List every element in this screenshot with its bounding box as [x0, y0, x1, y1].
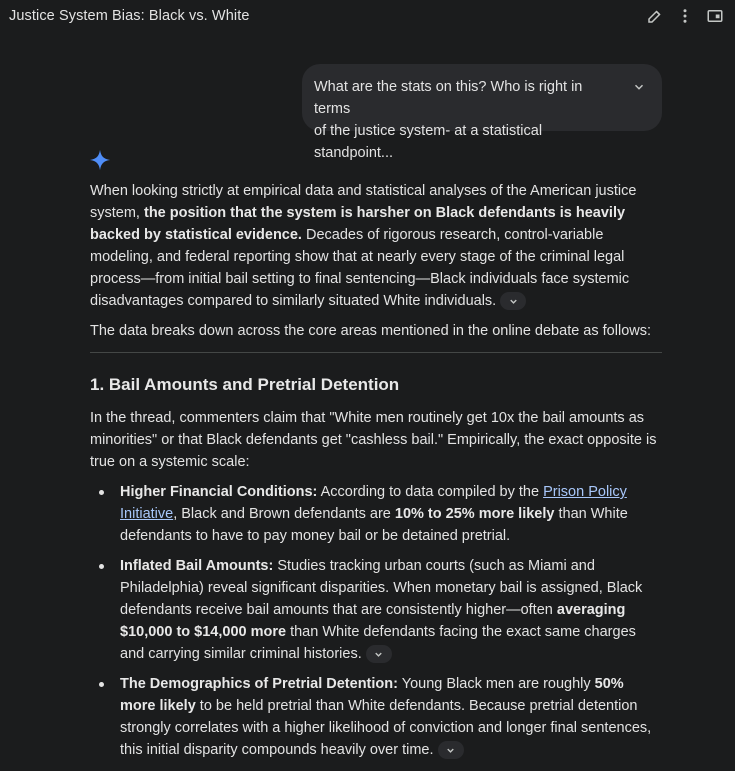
expand-message-chevron-icon[interactable] — [630, 78, 648, 96]
edit-icon[interactable] — [644, 5, 666, 27]
source-chevron-icon[interactable] — [500, 292, 526, 310]
section-intro: In the thread, commenters claim that "White men routinely get 10x the bail amounts as minorities" or that Black defendants get "cashless bail." Empirically, the exact opposite is true on a systemic scale: — [90, 410, 657, 470]
top-actions — [644, 5, 726, 27]
user-message-line2: of the justice system- at a statistical standpoint... — [314, 123, 543, 161]
model-response — [90, 180, 662, 769]
source-chevron-icon[interactable] — [366, 645, 392, 663]
top-bar — [0, 0, 735, 32]
list-item: Inflated Bail Amounts: Studies tracking urban courts (such as Miami and Philadelphia) reveal significant disparities. When monetary bail is assigned, Black defendants receive bail amounts that are consistently higher—often averaging $10,000 to $14,000 more than White defendants facing the exact same charges and carrying similar criminal histories. — [90, 555, 662, 665]
user-message-line1: What are the stats on this? Who is right in terms — [314, 79, 583, 117]
user-message-bubble — [302, 64, 662, 161]
list-item: Higher Financial Conditions: According to data compiled by the Prison Policy Initiative, Black and Brown defendants are 10% to 25% more likely than White defendants to have to pay money bail or be detained pretrial. — [90, 481, 662, 547]
response-intro: When looking strictly at empirical data and statistical analyses of the American justice system, the position that the system is harsher on Black defendants is heavily backed by statistical evidence. Decades of rigorous research, control-variable modeling, and federal reporting show that at nearly every stage of the criminal legal process—from initial bail setting to final sentencing—Black individuals face systemic disadvantages compared to similarly situated White individuals. — [90, 183, 637, 309]
gemini-sparkle-icon — [89, 149, 111, 171]
open-panel-icon[interactable] — [704, 5, 726, 27]
bullet-list — [90, 481, 662, 761]
section-divider — [90, 352, 662, 353]
list-item: The Demographics of Pretrial Detention: Young Black men are roughly 50% more likely to be held pretrial than White defendants. Because pretrial detention strongly correlates with a higher likelihood of conviction and longer final sentences, this initial disparity compounds heavily over time. — [90, 673, 662, 761]
section-heading: 1. Bail Amounts and Pretrial Detention — [90, 375, 400, 394]
more-vert-icon[interactable] — [674, 5, 696, 27]
conversation-title: Justice System Bias: Black vs. White — [9, 8, 250, 24]
prison-policy-link[interactable]: Prison Policy Initiative — [120, 484, 627, 522]
source-chevron-icon[interactable] — [438, 741, 464, 759]
breakdown-text: The data breaks down across the core areas mentioned in the online debate as follows: — [90, 323, 652, 339]
